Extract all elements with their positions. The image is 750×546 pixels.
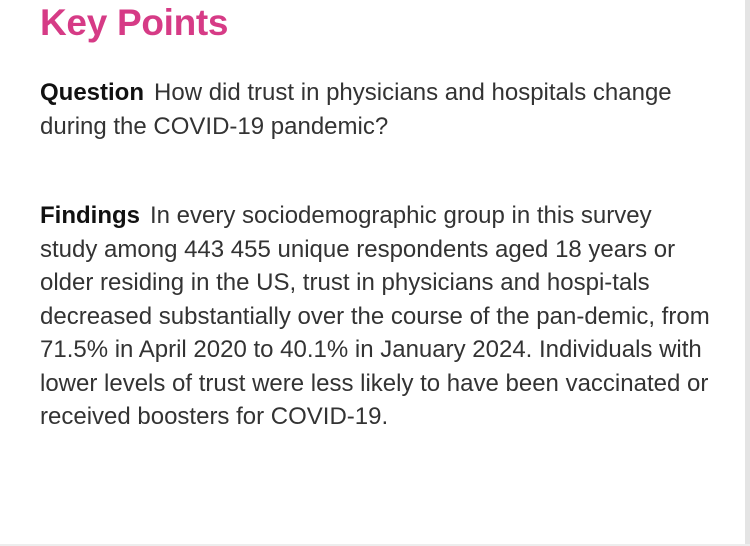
question-label: Question bbox=[40, 79, 145, 106]
right-edge-divider bbox=[745, 0, 750, 546]
key-points-heading: Key Points bbox=[40, 2, 229, 43]
findings-text: In every sociodemographic group in this survey study among 443 455 unique respondents aged 18 years or older residing in the US, trust in physicians and hospi-tals decreased substantially over the course of the pan-demic, from 71.5% in April 2020 to 40.1% in January 2024. Individuals with lower levels of trust were less likely to have been vaccinated or received boosters for COVID-19. bbox=[40, 202, 710, 430]
question-section bbox=[40, 76, 712, 143]
question-text: How did trust in physicians and hospitals change during the COVID-19 pandemic? bbox=[40, 79, 672, 140]
findings-section bbox=[40, 199, 712, 434]
findings-label: Findings bbox=[40, 202, 140, 229]
